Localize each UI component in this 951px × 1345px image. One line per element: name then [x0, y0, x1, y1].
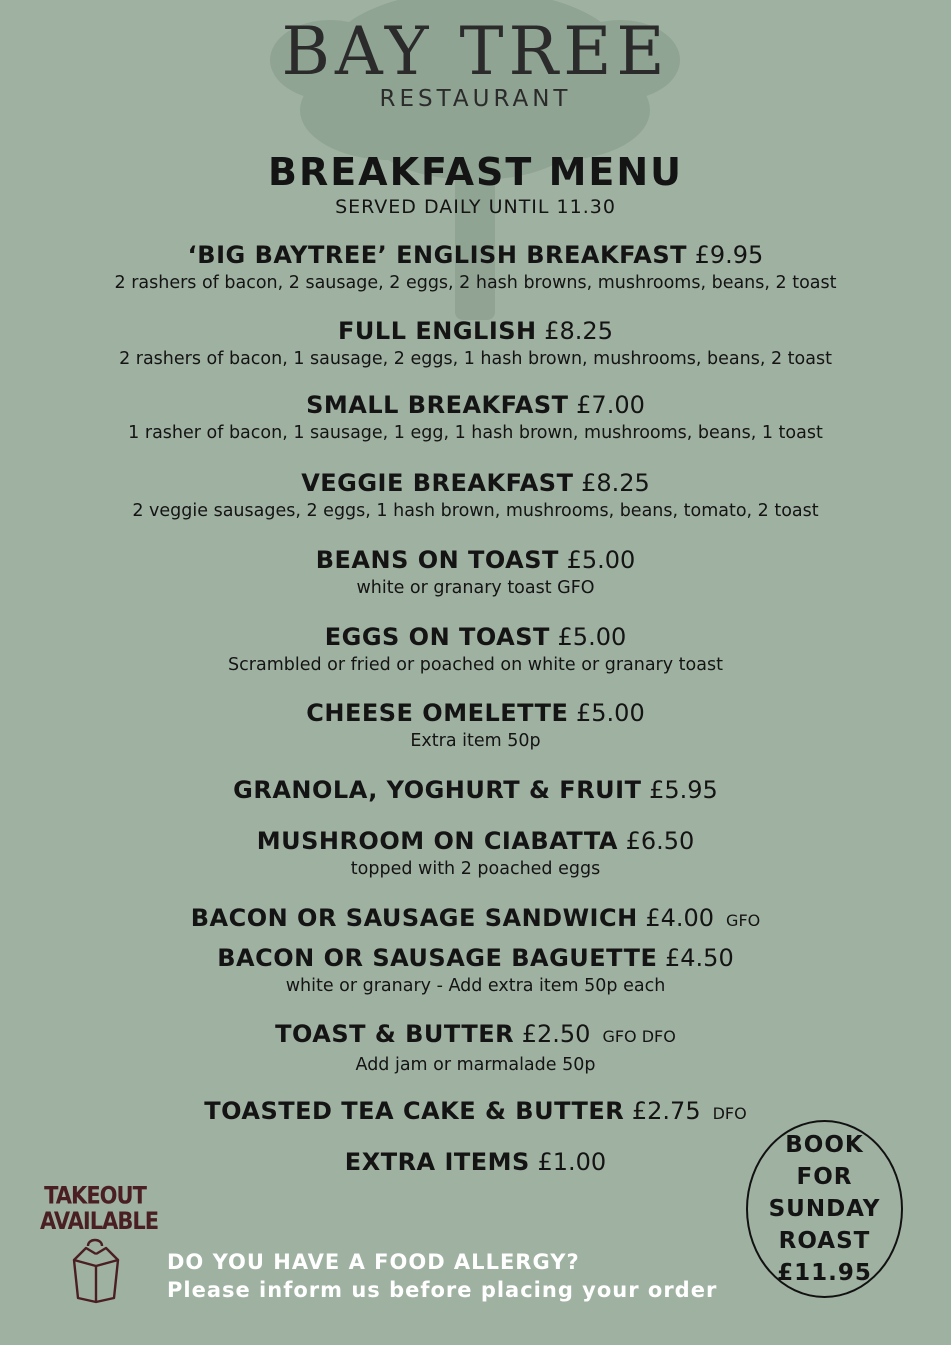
item-description: 2 veggie sausages, 2 eggs, 1 hash brown, mushrooms, beans, tomato, 2 toast	[132, 501, 819, 521]
item-price: £6.50	[625, 827, 695, 855]
takeout-line2: AVAILABLE	[40, 1207, 159, 1235]
item-description: Extra item 50p	[410, 731, 541, 751]
restaurant-subtitle: RESTAURANT	[379, 86, 572, 112]
item-price: £5.95	[649, 776, 718, 804]
item-description: Scrambled or fried or poached on white or granary toast	[228, 655, 723, 675]
item-name: EXTRA ITEMS	[344, 1148, 530, 1176]
item-price: £5.00	[566, 546, 636, 574]
restaurant-name: BAY TREE	[281, 13, 670, 90]
menu-title: BREAKFAST MENU	[268, 150, 683, 194]
menu-item	[0, 240, 951, 296]
item-name: VEGGIE BREAKFAST	[301, 469, 574, 497]
menu-item	[0, 903, 951, 936]
item-description: 2 rashers of bacon, 1 sausage, 2 eggs, 1 hash brown, mushrooms, beans, 2 toast	[119, 349, 832, 369]
item-description: Add jam or marmalade 50p	[355, 1055, 596, 1075]
roast-line: FOR	[796, 1164, 853, 1190]
item-dietary-tag: GFO	[726, 911, 761, 930]
takeout-box-icon	[66, 1236, 124, 1304]
item-price: £8.25	[581, 469, 650, 497]
item-name: EGGS ON TOAST	[324, 623, 550, 651]
item-description: 1 rasher of bacon, 1 sausage, 1 egg, 1 hash brown, mushrooms, beans, 1 toast	[128, 423, 823, 443]
takeout-line1: TAKEOUT	[44, 1181, 146, 1210]
item-name: CHEESE OMELETTE	[306, 699, 569, 727]
item-name: MUSHROOM ON CIABATTA	[256, 827, 618, 855]
item-price: £8.25	[544, 317, 613, 345]
item-name: BEANS ON TOAST	[315, 546, 559, 574]
item-description: 2 rashers of bacon, 2 sausage, 2 eggs, 2 hash browns, mushrooms, beans, 2 toast	[114, 273, 837, 293]
item-price: £2.50	[521, 1020, 591, 1048]
roast-price: £11.95	[777, 1260, 872, 1286]
item-name: TOASTED TEA CAKE & BUTTER	[204, 1097, 625, 1125]
menu-item	[0, 545, 951, 601]
menu-item	[0, 826, 951, 882]
menu-item	[0, 775, 951, 805]
item-price: £9.95	[694, 241, 764, 269]
roast-line: SUNDAY	[768, 1196, 881, 1222]
item-price: £5.00	[576, 699, 645, 727]
item-description: topped with 2 poached eggs	[350, 859, 601, 879]
sunday-roast-badge	[746, 1120, 903, 1298]
item-price: £5.00	[557, 623, 627, 651]
menu-item	[0, 390, 951, 446]
allergy-instruction: Please inform us before placing your order	[167, 1278, 718, 1302]
item-description: white or granary toast GFO	[356, 578, 595, 598]
menu-subtitle: SERVED DAILY UNTIL 11.30	[335, 196, 616, 218]
item-price: £1.00	[537, 1148, 607, 1176]
item-name: SMALL BREAKFAST	[306, 391, 569, 419]
item-dietary-tag: GFO DFO	[602, 1027, 676, 1046]
item-name: FULL ENGLISH	[338, 317, 537, 345]
item-price: £7.00	[576, 391, 645, 419]
item-price: £2.75	[631, 1097, 701, 1125]
takeout-badge	[40, 1181, 159, 1235]
allergy-question: DO YOU HAVE A FOOD ALLERGY?	[167, 1250, 580, 1274]
item-name: GRANOLA, YOGHURT & FRUIT	[233, 776, 642, 804]
item-price: £4.50	[665, 944, 734, 972]
menu-item	[0, 468, 951, 524]
menu-item	[0, 943, 951, 999]
menu-item	[0, 1019, 951, 1078]
item-name: BACON OR SAUSAGE SANDWICH	[190, 904, 638, 932]
menu-item	[0, 698, 951, 754]
item-name: ‘BIG BAYTREE’ ENGLISH BREAKFAST	[187, 241, 687, 269]
roast-line: BOOK	[785, 1132, 864, 1158]
item-name: BACON OR SAUSAGE BAGUETTE	[217, 944, 658, 972]
allergy-notice	[167, 1248, 717, 1304]
item-name: TOAST & BUTTER	[275, 1020, 515, 1048]
item-dietary-tag: DFO	[712, 1104, 747, 1123]
item-description: white or granary - Add extra item 50p each	[285, 976, 666, 996]
item-price: £4.00	[645, 904, 715, 932]
menu-item	[0, 316, 951, 372]
menu-item	[0, 622, 951, 678]
roast-line: ROAST	[778, 1228, 871, 1254]
